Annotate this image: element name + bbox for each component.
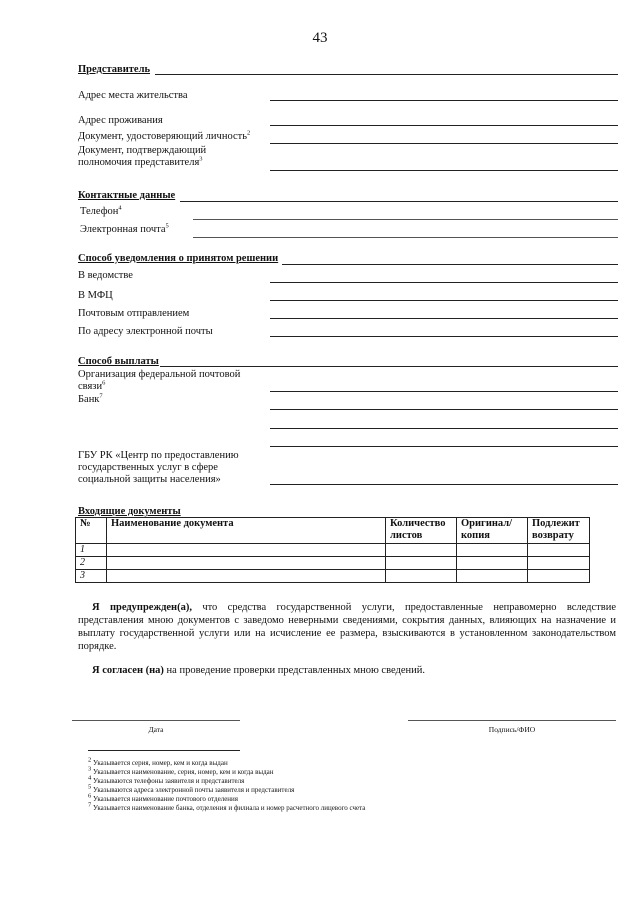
table-row: [76, 557, 590, 570]
identity-document-line[interactable]: [270, 143, 618, 144]
sheet-count-cell[interactable]: [386, 544, 457, 557]
warning-paragraph: Я предупрежден(а), что средства государственной услуги, предоставленные неправомерно вследствие представления мною документов с заведомо неверными сведениями, сокрытия данных, влияющих на назначение и выплату государственной услуги или на исчисление ее размера, взыскиваются в установленном законодательством порядке.: [78, 602, 616, 652]
return-cell[interactable]: [528, 570, 590, 583]
contacts-heading: Контактные данные: [78, 190, 176, 201]
notification-heading: Способ уведомления о принятом решении: [78, 253, 279, 264]
payment-heading-line: [160, 366, 618, 367]
phone-line[interactable]: [193, 219, 618, 220]
footnote: 2 Указывается серия, номер, кем и когда выдан: [88, 756, 228, 767]
table-row: [76, 544, 590, 557]
representative-heading: Представитель: [78, 64, 151, 75]
footnote: 7 Указывается наименование банка, отделения и филиала и номер расчетного лицевого счета: [88, 801, 366, 812]
footnote: 5 Указываются адреса электронной почты заявителя и представителя: [88, 783, 295, 794]
row-number: 2: [76, 557, 107, 570]
identity-document-label: Документ, удостоверяющий личность$^2$: [78, 129, 251, 142]
date-caption: Дата: [148, 725, 164, 734]
document-name-cell[interactable]: [107, 570, 386, 583]
document-name-cell[interactable]: [107, 544, 386, 557]
documents-table-header: [76, 518, 590, 544]
notification-option-mfc: В МФЦ: [78, 290, 113, 301]
column-count: Количество листов: [386, 518, 457, 544]
payment-post-label: Организация федеральной почтовой связи$^6$: [78, 369, 241, 392]
notification-post-line[interactable]: [270, 318, 618, 319]
notification-office-line[interactable]: [270, 282, 618, 283]
document-name-cell[interactable]: [107, 557, 386, 570]
footnote: 4 Указываются телефоны заявителя и представителя: [88, 774, 245, 785]
documents-table: [75, 517, 590, 583]
page-number: 43: [312, 30, 328, 46]
notification-email-line[interactable]: [270, 336, 618, 337]
authority-document-line[interactable]: [270, 170, 618, 171]
notification-option-email: По адресу электронной почты: [78, 326, 213, 337]
column-return: Подлежит возврату: [528, 518, 590, 544]
return-cell[interactable]: [528, 557, 590, 570]
payment-bank-label: Банк$^7$: [78, 392, 103, 405]
sheet-count-cell[interactable]: [386, 557, 457, 570]
original-copy-cell[interactable]: [457, 557, 528, 570]
contacts-line: [180, 201, 618, 202]
living-address-line[interactable]: [270, 125, 618, 126]
residence-address-label: Адрес места жительства: [78, 90, 188, 101]
documents-heading: Входящие документы: [78, 506, 181, 517]
original-copy-cell[interactable]: [457, 570, 528, 583]
email-line[interactable]: [193, 237, 618, 238]
payment-post-line[interactable]: [270, 391, 618, 392]
residence-address-line[interactable]: [270, 100, 618, 101]
representative-name-line[interactable]: [155, 74, 618, 75]
notification-heading-line: [282, 264, 618, 265]
email-label: Электронная почта$^5$: [80, 222, 169, 235]
notification-option-post: Почтовым отправлением: [78, 308, 190, 319]
payment-gbu-label: ГБУ РК «Центр по предоставлению государственных услуг в сфере социальной защиты населения»: [78, 450, 239, 485]
footnote: 6 Указывается наименование почтового отделения: [88, 792, 239, 803]
row-number: 3: [76, 570, 107, 583]
consent-paragraph: Я согласен (на) на проведение проверки представленных мною сведений.: [92, 665, 425, 676]
column-name: Наименование документа: [107, 518, 386, 544]
row-number: 1: [76, 544, 107, 557]
notification-option-office: В ведомстве: [78, 270, 133, 281]
signature-line[interactable]: [408, 720, 616, 721]
column-original: Оригинал/ копия: [457, 518, 528, 544]
original-copy-cell[interactable]: [457, 544, 528, 557]
payment-bank-line-1[interactable]: [270, 409, 618, 410]
signature-caption: Подпись/ФИО: [488, 725, 536, 734]
table-row: [76, 570, 590, 583]
phone-label: Телефон$^4$: [80, 204, 122, 217]
payment-heading: Способ выплаты: [78, 356, 159, 367]
payment-gbu-line[interactable]: [270, 484, 618, 485]
payment-bank-line-2[interactable]: [270, 428, 618, 429]
footnote-separator: [88, 750, 240, 751]
notification-mfc-line[interactable]: [270, 300, 618, 301]
sheet-count-cell[interactable]: [386, 570, 457, 583]
date-line[interactable]: [72, 720, 240, 721]
return-cell[interactable]: [528, 544, 590, 557]
footnote: 3 Указывается наименование, серия, номер, кем и когда выдан: [88, 765, 274, 776]
living-address-label: Адрес проживания: [78, 115, 163, 126]
authority-document-label: Документ, подтверждающий полномочия представителя$^3$: [78, 145, 207, 168]
column-num: №: [76, 518, 107, 544]
payment-bank-line-3[interactable]: [270, 446, 618, 447]
